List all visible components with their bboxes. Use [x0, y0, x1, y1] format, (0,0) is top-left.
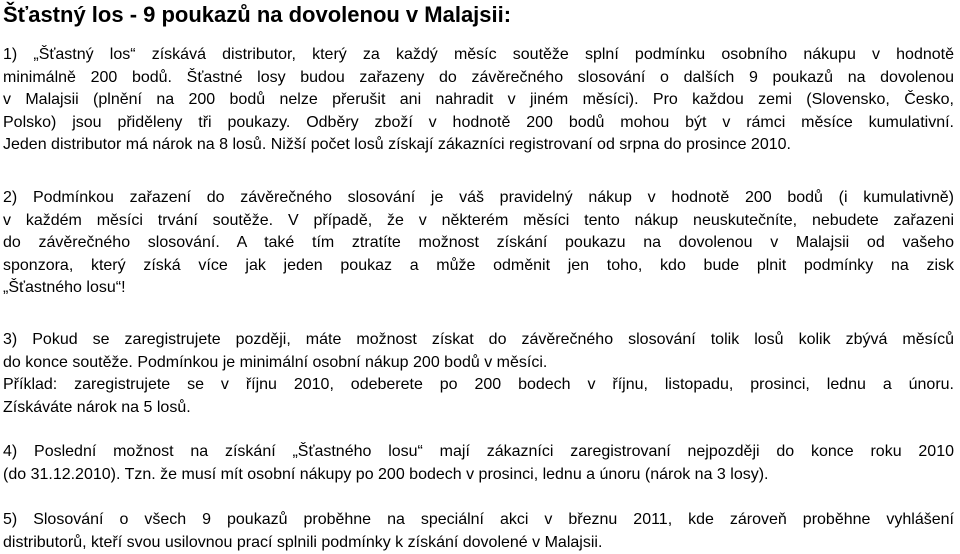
paragraph-line: minimálně 200 bodů. Šťastné losy budou zařazeny do závěrečného slosování o dalších 9 poukazů na dovolenou [3, 68, 954, 86]
paragraph-3 [3, 329, 954, 419]
paragraph-line: 4) Poslední možnost na získání „Šťastného losu“ mají zákazníci zaregistrovaní nejpozději do konce roku 2010 [3, 443, 954, 460]
paragraph-line: (do 31.12.2010). Tzn. že musí mít osobní nákupy po 200 bodech v prosinci, lednu a únoru (nárok na 3 losy). [3, 465, 769, 483]
paragraph-line: distributorů, kteří svou usilovnou prací splnili podmínky k získání dovolené v Malajsii. [3, 533, 603, 551]
paragraph-line: Jeden distributor má nárok na 8 losů. Nižší počet losů získají zákazníci registrovaní od srpna do prosince 2010. [3, 136, 791, 154]
paragraph-line: Polsko) jsou přiděleny tři poukazy. Odběry zboží v hodnotě 200 bodů mohou být v rámci měsíce kumulativní. [3, 113, 954, 131]
paragraph-4 [3, 441, 954, 486]
paragraph-line: 5) Slosování o všech 9 poukazů proběhne na speciální akci v březnu 2011, kde zároveň proběhne vyhlášení [3, 511, 954, 528]
paragraph-line: „Šťastného losu“! [3, 279, 126, 297]
paragraph-line: do konce soutěže. Podmínkou je minimální osobní nákup 200 bodů v měsíci. [3, 353, 548, 371]
document-title: Šťastný los - 9 poukazů na dovolenou v Malajsii: [3, 2, 512, 27]
paragraph-line: 3) Pokud se zaregistrujete později, máte možnost získat do závěrečného slosování tolik losů kolik zbývá měsíců [3, 331, 954, 348]
paragraph-line: sponzora, který získá více jak jeden poukaz a může odměnit jen toho, kdo bude plnit podmínky na zisk [3, 256, 954, 274]
paragraph-2 [3, 187, 954, 300]
paragraph-line: 1) „Šťastný los“ získává distributor, který za každý měsíc soutěže splní podmínku osobního nákupu v hodnotě [3, 46, 954, 63]
paragraph-5 [3, 509, 954, 554]
paragraph-1 [3, 44, 954, 157]
paragraph-line: Příklad: zaregistrujete se v říjnu 2010, odeberete po 200 bodech v říjnu, listopadu, prosinci, lednu a únoru. [3, 376, 954, 394]
paragraph-line: Získáváte nárok na 5 losů. [3, 398, 191, 416]
paragraph-line: v Malajsii (plnění na 200 bodů nelze přerušit ani nahradit v jiném měsíci). Pro každou zemi (Slovensko, Česko, [3, 91, 954, 109]
paragraph-line: do závěrečného slosování. A také tím ztratíte možnost získání poukazu na dovolenou v Malajsii od vašeho [3, 234, 954, 252]
paragraph-line: 2) Podmínkou zařazení do závěrečného slosování je váš pravidelný nákup v hodnotě 200 bodů (i kumulativně) [3, 189, 954, 206]
paragraph-line: v každém měsíci trvání soutěže. V případě, že v některém měsíci tento nákup neuskutečníte, nebudete zařazeni [3, 211, 954, 229]
